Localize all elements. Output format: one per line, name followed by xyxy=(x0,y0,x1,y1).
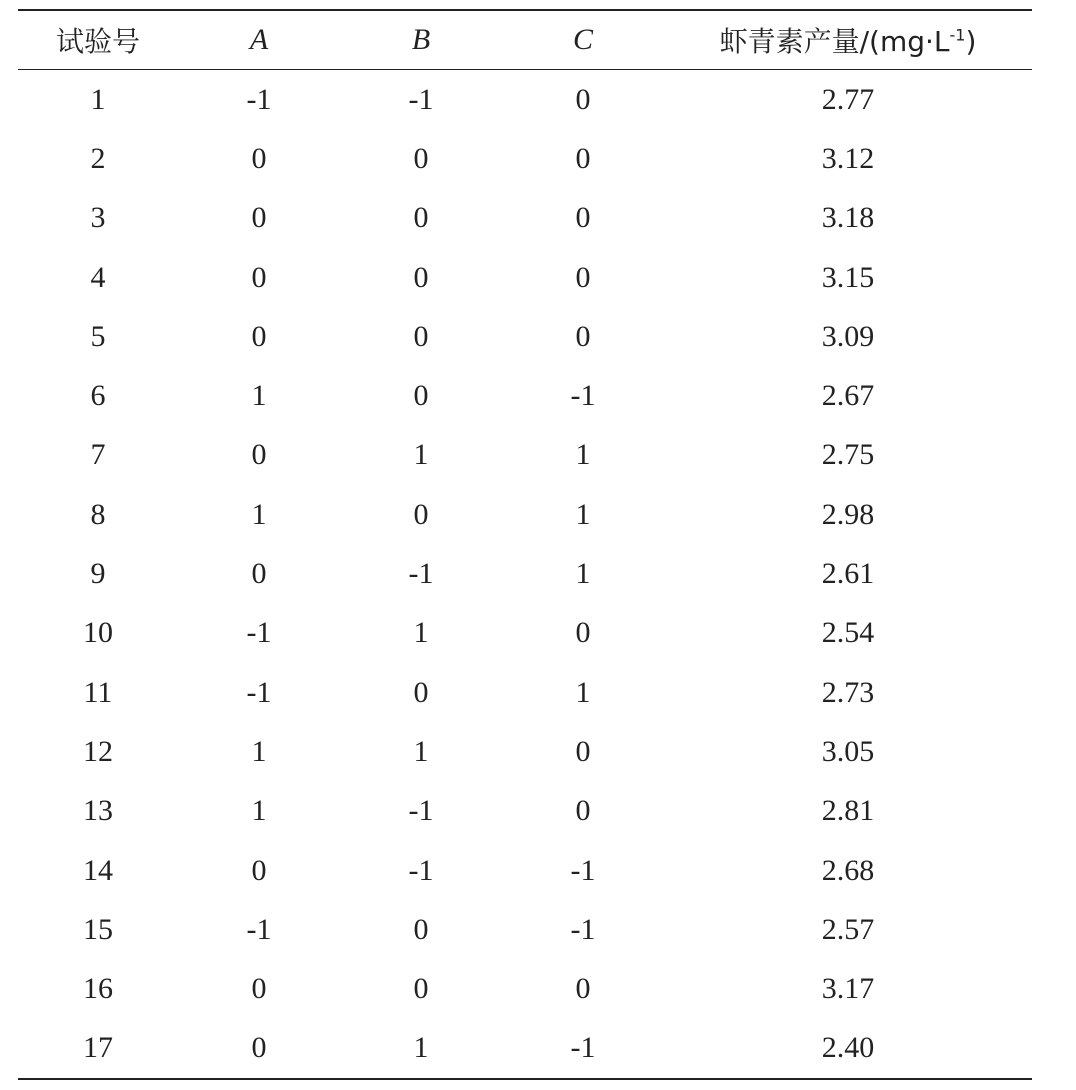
header-row xyxy=(18,10,1032,70)
cell-b: 0 xyxy=(413,319,429,353)
table-row xyxy=(18,841,1032,900)
cell-trial: 13 xyxy=(83,794,113,828)
header-yield-exponent: -1 xyxy=(949,25,966,45)
cell-trial: 16 xyxy=(83,972,113,1006)
cell-a: 0 xyxy=(251,260,267,294)
cell-b: 0 xyxy=(413,379,429,413)
cell-yield: 2.75 xyxy=(821,438,875,472)
cell-c: 0 xyxy=(575,794,591,828)
cell-trial: 17 xyxy=(83,1031,113,1065)
cell-c: 0 xyxy=(575,972,591,1006)
header-factor-c: C xyxy=(572,23,593,56)
cell-trial: 12 xyxy=(83,734,113,768)
cell-b: 0 xyxy=(413,912,429,946)
table-row xyxy=(18,426,1032,485)
cell-yield: 2.61 xyxy=(821,557,875,591)
cell-trial: 8 xyxy=(90,497,106,531)
cell-c: 0 xyxy=(575,141,591,175)
table-row xyxy=(18,544,1032,603)
cell-b: 0 xyxy=(413,675,429,709)
cell-c: 0 xyxy=(575,260,591,294)
cell-yield: 2.73 xyxy=(821,675,875,709)
cell-a: 1 xyxy=(251,794,267,828)
cell-c: 0 xyxy=(575,82,591,116)
cell-yield: 2.40 xyxy=(821,1031,875,1065)
cell-b: 0 xyxy=(413,201,429,235)
cell-yield: 2.54 xyxy=(821,616,875,650)
table-row xyxy=(18,663,1032,722)
cell-a: 1 xyxy=(251,497,267,531)
cell-c: 0 xyxy=(575,734,591,768)
table-row xyxy=(18,189,1032,248)
table-row xyxy=(18,1019,1032,1079)
cell-trial: 14 xyxy=(83,853,113,887)
header-yield-close: ) xyxy=(965,25,977,58)
table-row xyxy=(18,782,1032,841)
table-row xyxy=(18,900,1032,959)
cell-trial: 10 xyxy=(83,616,113,650)
header-factor-b: B xyxy=(411,23,431,56)
experiment-table xyxy=(18,9,1032,1080)
cell-trial: 11 xyxy=(83,675,113,709)
cell-a: 0 xyxy=(251,557,267,591)
cell-trial: 2 xyxy=(90,141,106,175)
cell-a: 0 xyxy=(251,319,267,353)
cell-yield: 3.12 xyxy=(821,141,875,175)
cell-a: -1 xyxy=(246,82,272,116)
cell-c: -1 xyxy=(570,379,596,413)
cell-trial: 7 xyxy=(90,438,106,472)
cell-b: 0 xyxy=(413,260,429,294)
cell-trial: 1 xyxy=(90,82,106,116)
cell-yield: 3.05 xyxy=(821,734,875,768)
cell-trial: 3 xyxy=(90,201,106,235)
cell-a: 0 xyxy=(251,141,267,175)
cell-c: 1 xyxy=(575,675,591,709)
cell-yield: 3.17 xyxy=(821,972,875,1006)
cell-c: -1 xyxy=(570,1031,596,1065)
cell-yield: 3.18 xyxy=(821,201,875,235)
header-trial: 试验号 xyxy=(55,25,140,58)
cell-yield: 2.57 xyxy=(821,912,875,946)
cell-trial: 6 xyxy=(90,379,106,413)
cell-a: 1 xyxy=(251,379,267,413)
table-row xyxy=(18,604,1032,663)
cell-a: 1 xyxy=(251,734,267,768)
cell-trial: 5 xyxy=(90,319,106,353)
cell-a: 0 xyxy=(251,201,267,235)
cell-c: 1 xyxy=(575,497,591,531)
cell-trial: 9 xyxy=(90,557,106,591)
cell-b: 0 xyxy=(413,141,429,175)
cell-c: 0 xyxy=(575,319,591,353)
cell-yield: 2.81 xyxy=(821,794,875,828)
cell-a: -1 xyxy=(246,616,272,650)
cell-a: -1 xyxy=(246,675,272,709)
cell-c: 1 xyxy=(575,557,591,591)
header-factor-a: A xyxy=(249,23,269,56)
cell-a: -1 xyxy=(246,912,272,946)
header-yield-label: 虾青素产量/(mg·L xyxy=(719,25,950,58)
table-header xyxy=(18,10,1032,70)
table-row xyxy=(18,366,1032,425)
cell-b: 1 xyxy=(413,734,429,768)
cell-a: 0 xyxy=(251,1031,267,1065)
cell-yield: 2.67 xyxy=(821,379,875,413)
table-row xyxy=(18,959,1032,1018)
cell-yield: 3.15 xyxy=(821,260,875,294)
cell-yield: 2.77 xyxy=(821,82,875,116)
cell-yield: 2.98 xyxy=(821,497,875,531)
cell-c: 1 xyxy=(575,438,591,472)
table-row xyxy=(18,485,1032,544)
table-row xyxy=(18,722,1032,781)
cell-a: 0 xyxy=(251,972,267,1006)
cell-b: -1 xyxy=(408,794,434,828)
cell-a: 0 xyxy=(251,853,267,887)
cell-b: -1 xyxy=(408,82,434,116)
header-yield xyxy=(664,10,1032,70)
cell-b: 0 xyxy=(413,497,429,531)
experiment-table-container xyxy=(18,9,1032,1080)
cell-a: 0 xyxy=(251,438,267,472)
cell-yield: 2.68 xyxy=(821,853,875,887)
cell-b: 0 xyxy=(413,972,429,1006)
cell-yield: 3.09 xyxy=(821,319,875,353)
cell-c: -1 xyxy=(570,853,596,887)
cell-trial: 4 xyxy=(90,260,106,294)
table-row xyxy=(18,129,1032,188)
cell-c: -1 xyxy=(570,912,596,946)
table-row xyxy=(18,70,1032,130)
table-row xyxy=(18,307,1032,366)
cell-b: 1 xyxy=(413,438,429,472)
cell-c: 0 xyxy=(575,201,591,235)
table-row xyxy=(18,248,1032,307)
cell-b: 1 xyxy=(413,616,429,650)
table-body xyxy=(18,70,1032,1080)
cell-b: -1 xyxy=(408,557,434,591)
cell-trial: 15 xyxy=(83,912,113,946)
cell-b: 1 xyxy=(413,1031,429,1065)
cell-c: 0 xyxy=(575,616,591,650)
cell-b: -1 xyxy=(408,853,434,887)
